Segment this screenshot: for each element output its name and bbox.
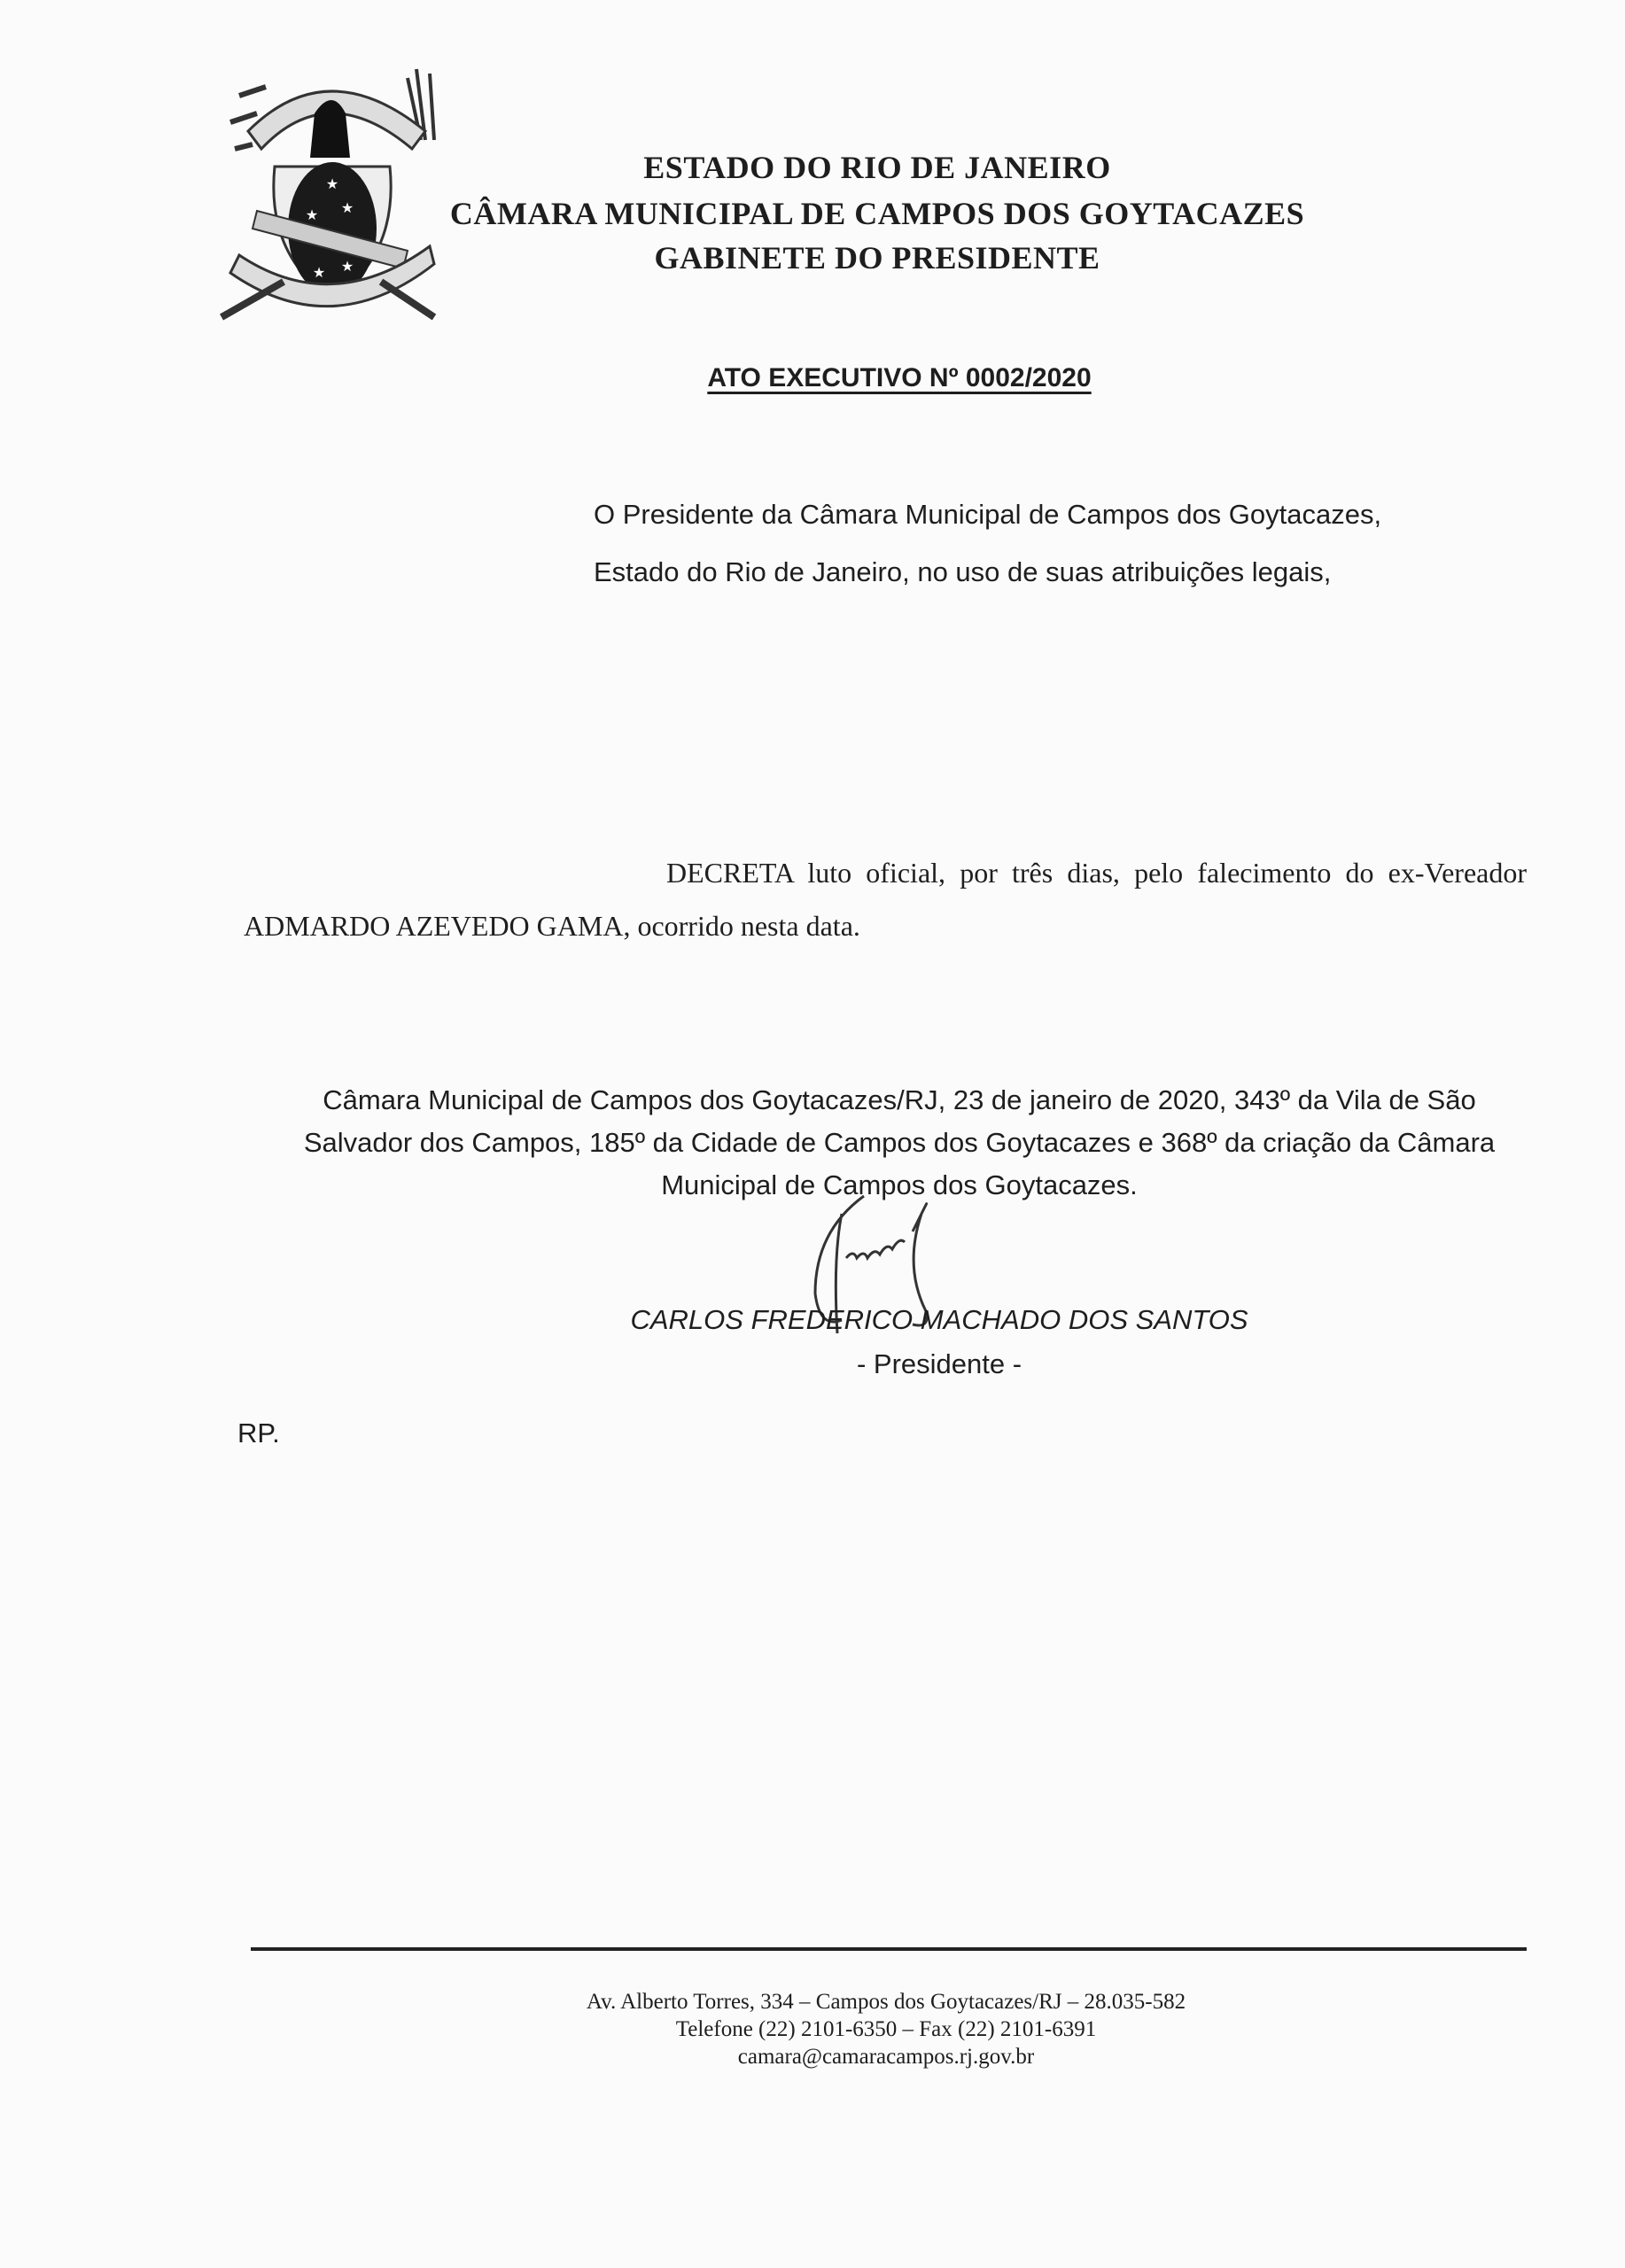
footer-email: camara@camaracampos.rj.gov.br — [737, 2045, 1035, 2069]
footer-phone: Telefone (22) 2101-6350 – Fax (22) 2101-6391 — [675, 2017, 1097, 2041]
preamble-line-2: Estado do Rio de Janeiro, no uso de suas atribuições legais, — [594, 556, 1332, 587]
initials: RP. — [237, 1418, 280, 1449]
svg-text:★: ★ — [325, 177, 339, 192]
dateline-line-1: Câmara Municipal de Campos dos Goytacazes/RJ, 23 de janeiro de 2020, 343º da Vila de São — [323, 1084, 1476, 1115]
document-title-text: ATO EXECUTIVO Nº 0002/2020 — [707, 363, 1092, 392]
header-state: ESTADO DO RIO DE JANEIRO — [643, 150, 1111, 185]
municipal-crest-logo — [213, 60, 452, 322]
dateline-line-3: Municipal de Campos dos Goytacazes. — [661, 1169, 1138, 1200]
svg-text:★: ★ — [340, 201, 354, 216]
footer-divider — [251, 1947, 1527, 1951]
dateline-line-2: Salvador dos Campos, 185º da Cidade de Campos dos Goytacazes e 368º da criação da Câmara — [303, 1127, 1496, 1158]
signatory-role: - Presidente - — [856, 1348, 1022, 1379]
decree-text: DECRETA luto oficial, por três dias, pelo falecimento do ex-Vereador ADMARDO AZEVEDO GAMA, ocorrido nesta data. — [244, 857, 1527, 942]
header-chamber: CÂMARA MUNICIPAL DE CAMPOS DOS GOYTACAZES — [449, 196, 1305, 231]
svg-text:★: ★ — [305, 208, 319, 223]
svg-text:★: ★ — [340, 260, 354, 275]
signatory-name: CARLOS FREDERICO MACHADO DOS SANTOS — [630, 1304, 1248, 1335]
preamble-line-1: O Presidente da Câmara Municipal de Campos dos Goytacazes, — [594, 499, 1382, 530]
footer-address: Av. Alberto Torres, 334 – Campos dos Goytacazes/RJ – 28.035-582 — [586, 1990, 1186, 2014]
svg-text:★: ★ — [312, 266, 326, 281]
document-title — [532, 363, 1267, 393]
header-office: GABINETE DO PRESIDENTE — [654, 240, 1100, 276]
